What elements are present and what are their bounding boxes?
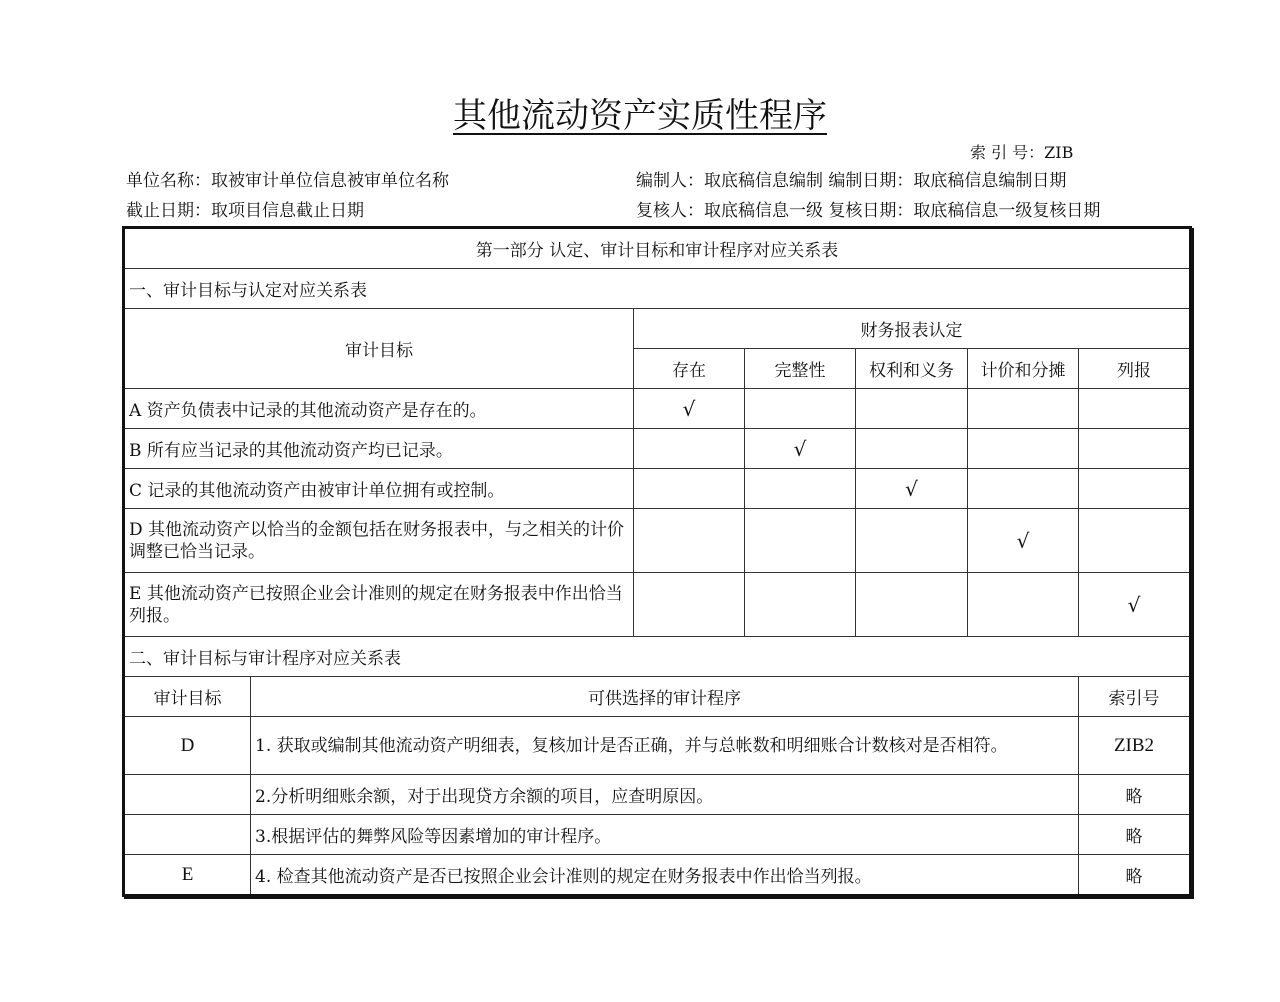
index-header: 索引号 [1079,677,1191,717]
check-mark-cell [745,389,856,429]
assertion-completeness: 完整性 [745,349,856,389]
procedure-objective-header: 审计目标 [124,677,251,717]
objective-header: 审计目标 [124,309,634,389]
procedure-objective: E [124,855,251,896]
procedure-header: 可供选择的审计程序 [251,677,1079,717]
objective-text: E 其他流动资产已按照企业会计准则的规定在财务报表中作出恰当列报。 [124,573,634,637]
check-mark-cell [856,509,968,573]
check-mark-cell [856,429,968,469]
reviewer-info: 复核人：取底稿信息一级 复核日期：取底稿信息一级复核日期 [636,201,1101,221]
check-mark-cell [856,389,968,429]
check-mark-cell: √ [968,509,1079,573]
procedure-row [124,775,1191,815]
procedure-text: 3.根据评估的舞弊风险等因素增加的审计程序。 [251,815,1079,855]
document-title: 其他流动资产实质性程序 [453,96,827,136]
assertion-rights-obligations: 权利和义务 [856,349,968,389]
check-mark-cell [1079,469,1191,509]
objective-row [124,389,1191,429]
assertion-presentation: 列报 [1079,349,1191,389]
procedure-text: 2.分析明细账余额，对于出现贷方余额的项目，应查明原因。 [251,775,1079,815]
assertion-header: 财务报表认定 [634,309,1191,349]
objective-text: C 记录的其他流动资产由被审计单位拥有或控制。 [124,469,634,509]
check-mark-cell: √ [634,389,745,429]
procedure-index: 略 [1079,775,1191,815]
check-mark-cell [634,573,745,637]
unit-name: 单位名称：取被审计单位信息被审单位名称 [126,171,449,191]
procedure-row [124,815,1191,855]
procedure-objective [124,775,251,815]
assertion-existence: 存在 [634,349,745,389]
objective-row [124,429,1191,469]
objective-text: D 其他流动资产以恰当的金额包括在财务报表中，与之相关的计价调整已恰当记录。 [124,509,634,573]
section1-title: 一、审计目标与认定对应关系表 [124,269,1191,309]
objective-row [124,469,1191,509]
objective-text: B 所有应当记录的其他流动资产均已记录。 [124,429,634,469]
check-mark-cell: √ [856,469,968,509]
check-mark-cell: √ [1079,573,1191,637]
audit-procedure-table [122,226,1192,897]
procedure-text: 1. 获取或编制其他流动资产明细表，复核加计是否正确，并与总帐数和明细账合计数核对是否相符。 [251,717,1079,775]
procedure-text: 4. 检查其他流动资产是否已按照企业会计准则的规定在财务报表中作出恰当列报。 [251,855,1079,896]
preparer-info: 编制人：取底稿信息编制 编制日期：取底稿信息编制日期 [636,171,1067,191]
procedure-index: 略 [1079,815,1191,855]
check-mark-cell: √ [745,429,856,469]
procedure-index: ZIB2 [1079,717,1191,775]
procedure-row [124,855,1191,896]
check-mark-cell [856,573,968,637]
cutoff-date: 截止日期：取项目信息截止日期 [126,201,364,221]
check-mark-cell [745,509,856,573]
check-mark-cell [968,469,1079,509]
check-mark-cell [968,429,1079,469]
check-mark-cell [745,573,856,637]
procedure-index: 略 [1079,855,1191,896]
procedure-objective [124,815,251,855]
check-mark-cell [634,469,745,509]
check-mark-cell [634,429,745,469]
check-mark-cell [1079,389,1191,429]
index-number: 索 引 号：ZIB [970,143,1074,162]
check-mark-cell [1079,509,1191,573]
check-mark-cell [968,389,1079,429]
objective-row [124,509,1191,573]
objective-row [124,573,1191,637]
procedure-row [124,717,1191,775]
check-mark-cell [968,573,1079,637]
section2-title: 二、审计目标与审计程序对应关系表 [124,637,1191,677]
check-mark-cell [634,509,745,573]
check-mark-cell [1079,429,1191,469]
objective-text: A 资产负债表中记录的其他流动资产是存在的。 [124,389,634,429]
assertion-valuation: 计价和分摊 [968,349,1079,389]
procedure-objective: D [124,717,251,775]
check-mark-cell [745,469,856,509]
part1-heading: 第一部分 认定、审计目标和审计程序对应关系表 [124,228,1191,269]
